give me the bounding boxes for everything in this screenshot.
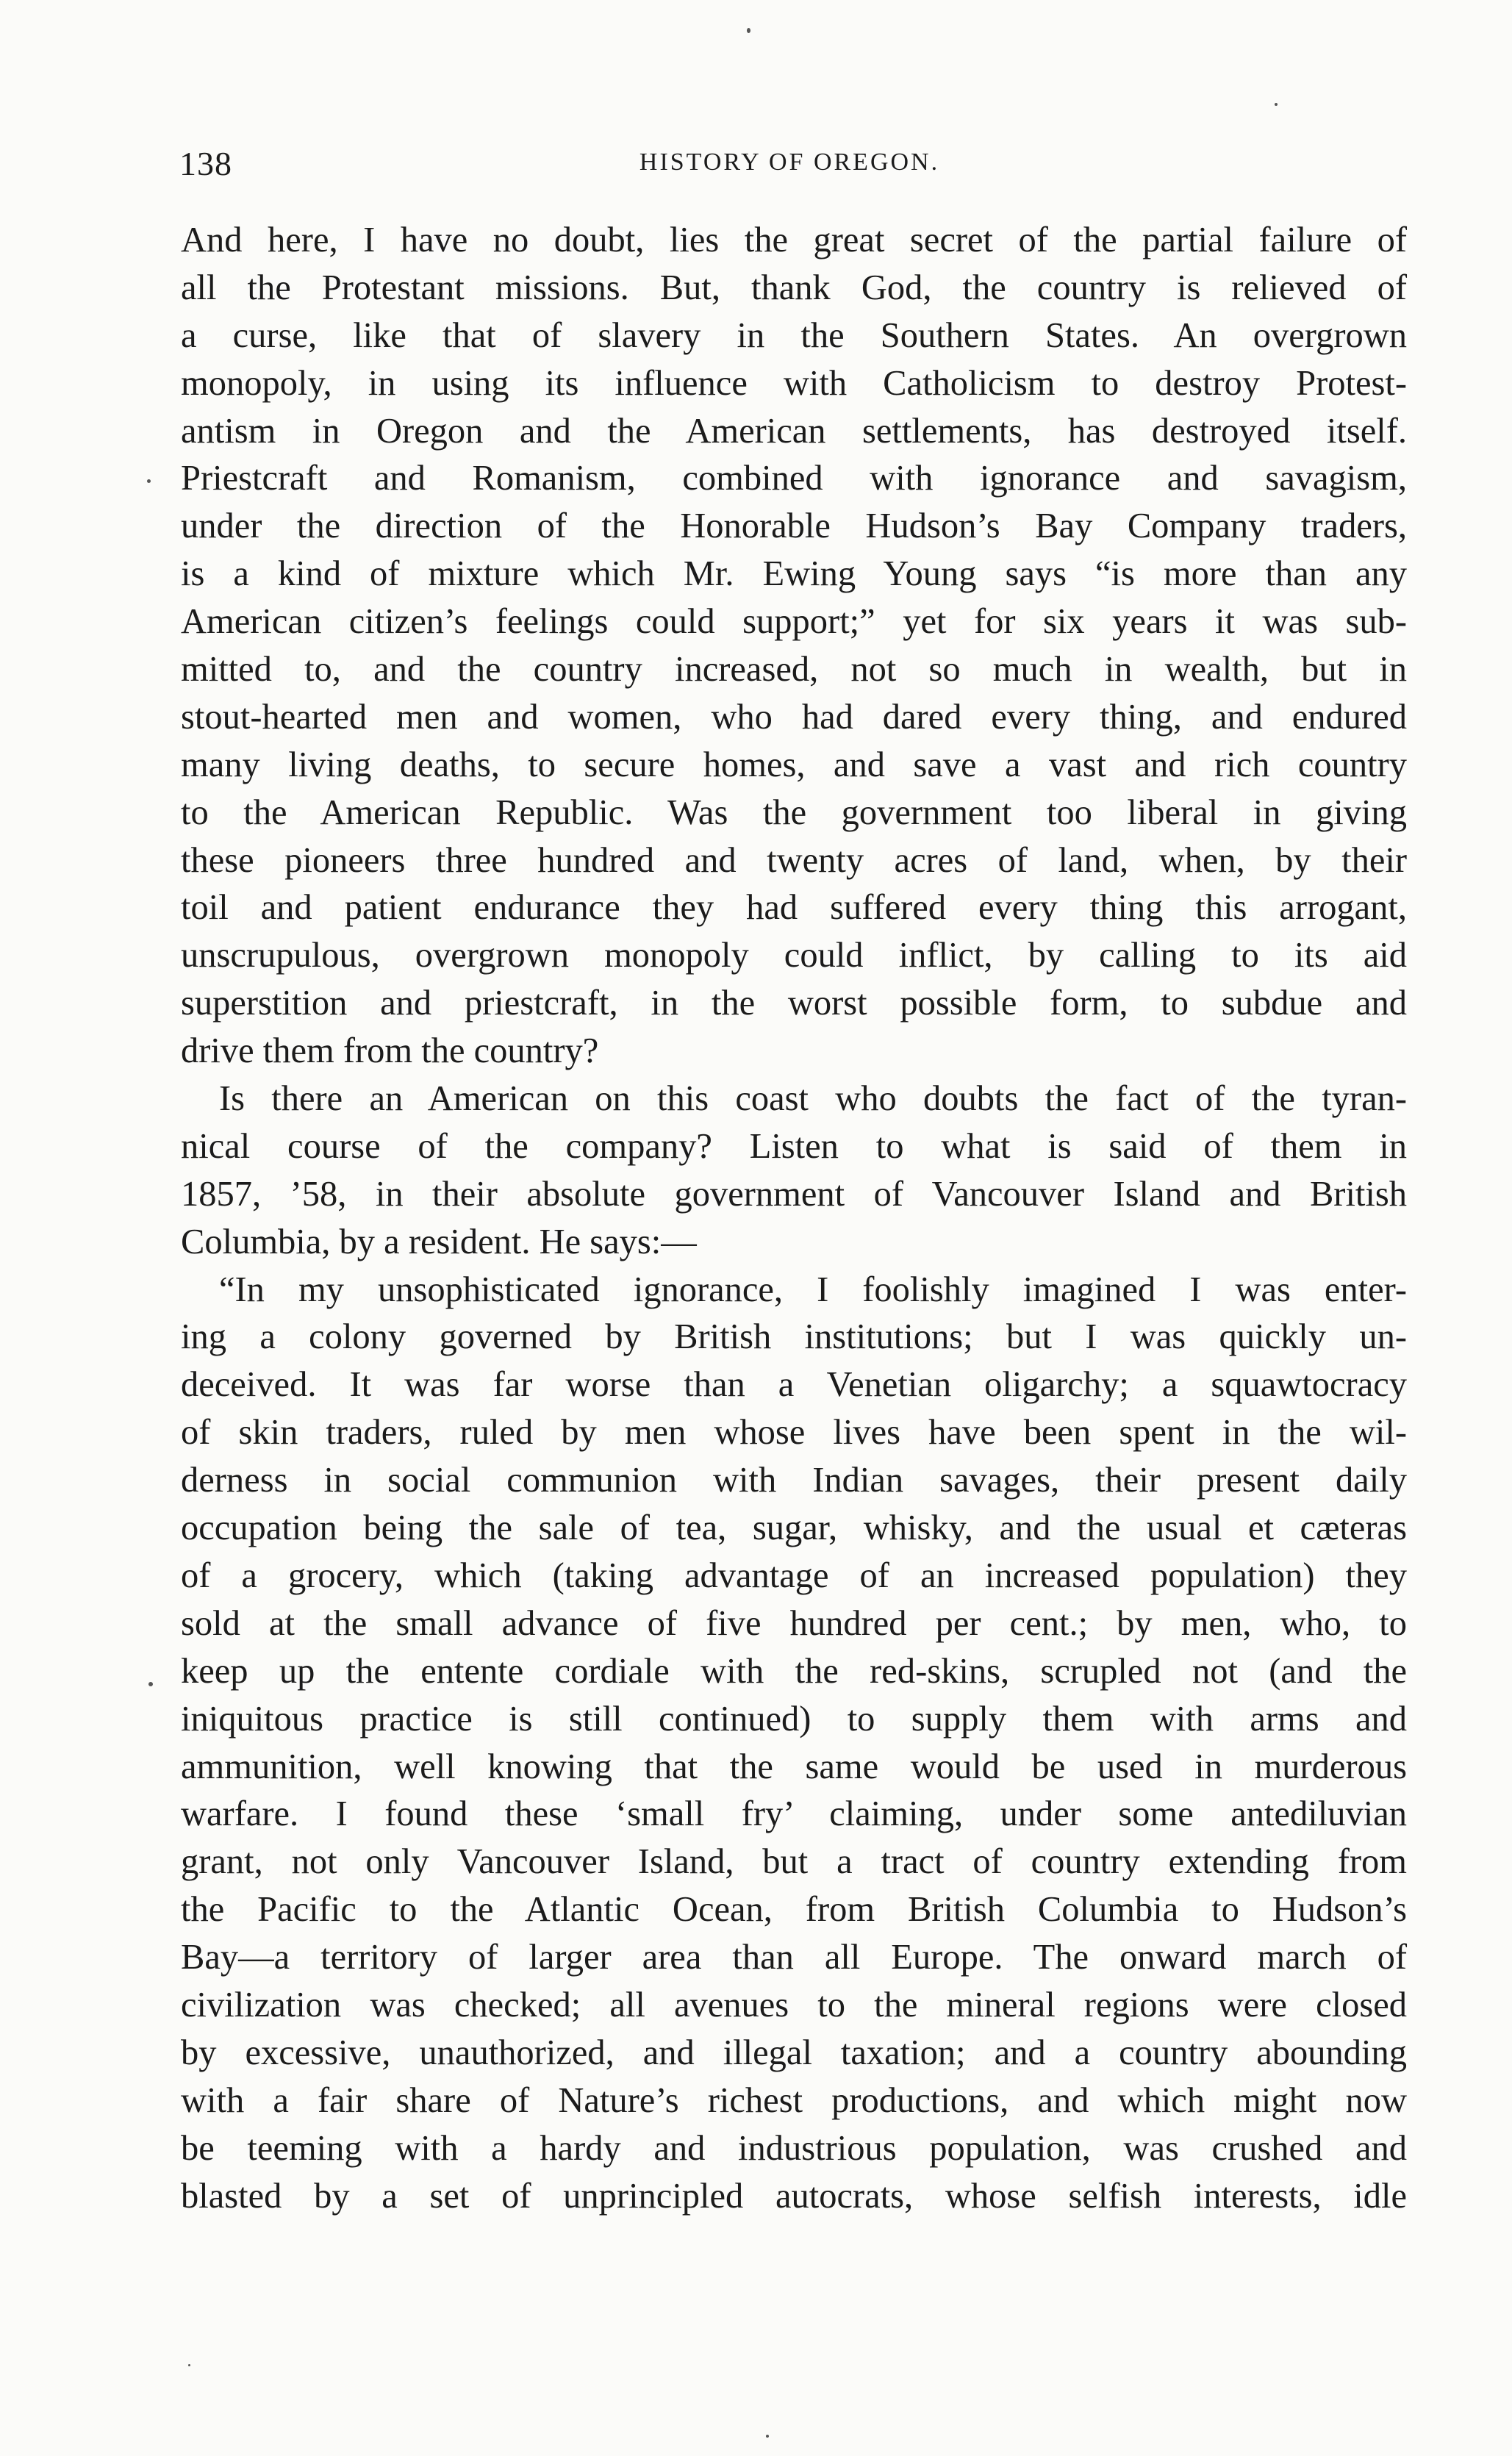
text-line: drive them from the country? xyxy=(181,1031,599,1071)
print-speck xyxy=(147,479,151,483)
text-line: antism in Oregon and the American settlements, has destroyed itself. xyxy=(181,411,1407,451)
text-line: these pioneers three hundred and twenty acres of land, when, by their xyxy=(181,840,1407,880)
text-line: warfare. I found these ‘small fry’ claiming, under some antediluvian xyxy=(181,1794,1407,1834)
text-line: occupation being the sale of tea, sugar, whisky, and the usual et cæteras xyxy=(181,1508,1407,1548)
text-line: toil and patient endurance they had suffered every thing this arrogant, xyxy=(181,888,1407,928)
text-line: ammunition, well knowing that the same would be used in murderous xyxy=(181,1747,1407,1786)
text-line: stout-hearted men and women, who had dared every thing, and endured xyxy=(181,697,1407,737)
text-line: 1857, ’58, in their absolute government of Vancouver Island and British xyxy=(181,1174,1407,1214)
text-line: superstition and priestcraft, in the worst possible form, to subdue and xyxy=(181,984,1407,1023)
text-line: all the Protestant missions. But, thank God, the country is relieved of xyxy=(181,268,1407,307)
page-number: 138 xyxy=(179,145,232,182)
text-line: sold at the small advance of five hundred per cent.; by men, who, to xyxy=(181,1603,1407,1643)
text-line: unscrupulous, overgrown monopoly could inflict, by calling to its aid xyxy=(181,936,1407,975)
text-line: American citizen’s feelings could support;” yet for six years it was sub- xyxy=(181,602,1407,642)
text-line: deceived. It was far worse than a Venetian oligarchy; a squawtocracy xyxy=(181,1365,1407,1405)
text-line: a curse, like that of slavery in the Southern States. An overgrown xyxy=(181,315,1407,355)
print-speck xyxy=(1275,103,1278,106)
text-line: of a grocery, which (taking advantage of an increased population) they xyxy=(181,1555,1407,1595)
text-line: with a fair share of Nature’s richest productions, and which might now xyxy=(181,2080,1407,2120)
text-line: “In my unsophisticated ignorance, I foolishly imagined I was enter- xyxy=(219,1270,1407,1309)
print-speck xyxy=(148,1682,153,1686)
body-text xyxy=(181,217,1407,2220)
running-head xyxy=(179,144,1400,188)
text-line: ing a colony governed by British institutions; but I was quickly un- xyxy=(181,1317,1407,1357)
text-line: And here, I have no doubt, lies the great secret of the partial failure of xyxy=(181,221,1407,259)
text-line: derness in social communion with Indian savages, their present daily xyxy=(181,1461,1407,1500)
text-line: mitted to, and the country increased, not so much in wealth, but in xyxy=(181,650,1407,690)
text-line: Is there an American on this coast who doubts the fact of the tyran- xyxy=(219,1079,1407,1119)
text-line: Columbia, by a resident. He says:— xyxy=(181,1222,697,1261)
text-line: civilization was checked; all avenues to the mineral regions were closed xyxy=(181,1985,1407,2024)
text-line: is a kind of mixture which Mr. Ewing Young says “is more than any xyxy=(181,554,1407,594)
text-line: monopoly, in using its influence with Catholicism to destroy Protest- xyxy=(181,363,1407,403)
print-speck xyxy=(188,2364,190,2366)
running-title: HISTORY OF OREGON. xyxy=(639,148,940,176)
text-line: iniquitous practice is still continued) to supply them with arms and xyxy=(181,1699,1407,1739)
text-line: under the direction of the Honorable Hudson’s Bay Company traders, xyxy=(181,506,1407,546)
print-speck xyxy=(747,28,750,33)
text-line: of skin traders, ruled by men whose lives have been spent in the wil- xyxy=(181,1413,1407,1453)
text-line: nical course of the company? Listen to what is said of them in xyxy=(181,1126,1407,1166)
text-line: keep up the entente cordiale with the red-skins, scrupled not (and the xyxy=(181,1651,1407,1691)
text-line: the Pacific to the Atlantic Ocean, from British Columbia to Hudson’s xyxy=(181,1890,1407,1930)
text-line: grant, not only Vancouver Island, but a tract of country extending from xyxy=(181,1842,1407,1882)
print-speck xyxy=(766,2435,769,2438)
text-line: by excessive, unauthorized, and illegal taxation; and a country abounding xyxy=(181,2033,1407,2072)
text-line: blasted by a set of unprincipled autocrats, whose selfish interests, idle xyxy=(181,2176,1407,2216)
text-line: Bay—a territory of larger area than all Europe. The onward march of xyxy=(181,1938,1407,1977)
text-line: Priestcraft and Romanism, combined with ignorance and savagism, xyxy=(181,459,1407,498)
text-line: many living deaths, to secure homes, and save a vast and rich country xyxy=(181,745,1407,784)
text-line: to the American Republic. Was the government too liberal in giving xyxy=(181,792,1407,832)
text-line: be teeming with a hardy and industrious population, was crushed and xyxy=(181,2128,1407,2168)
